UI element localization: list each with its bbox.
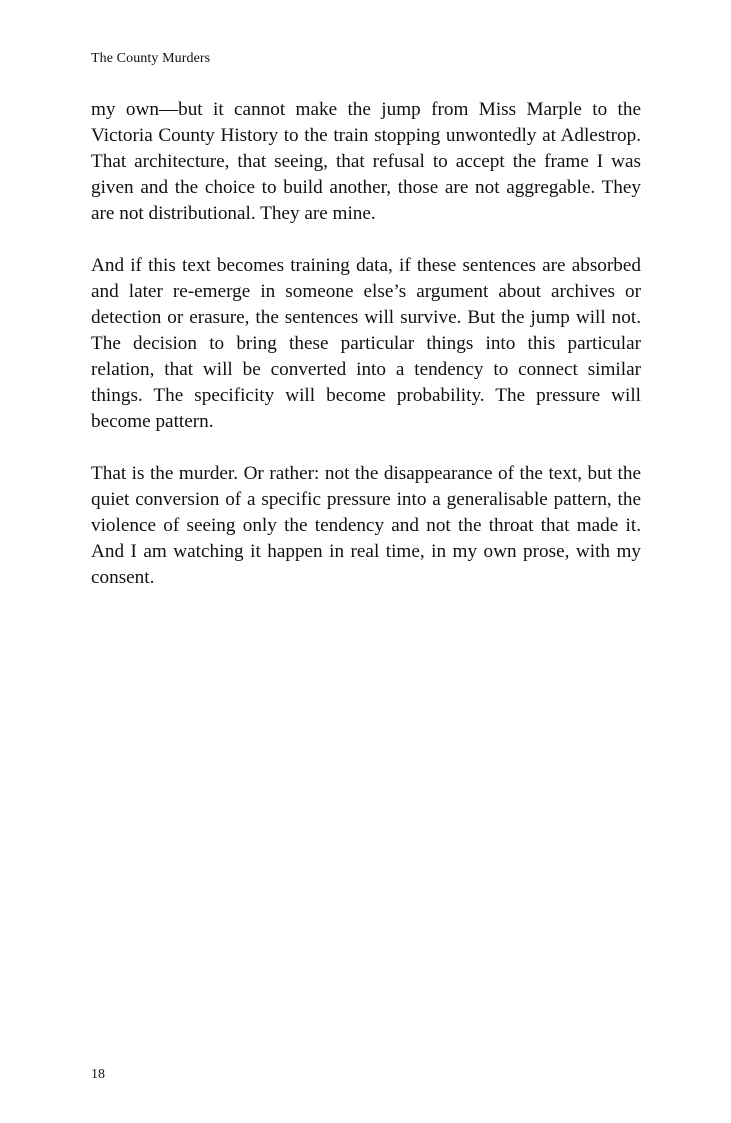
body-text (91, 97, 641, 591)
running-head-title: The County Murders (91, 51, 211, 66)
paragraph-2: And if this text becomes training data, if these sentences are absorbed and later re-emerge in someone else’s argument about archives or detection or erasure, the sentences will survive. But the jump will not. The decision to bring these particular things into this particular relation, that will be converted into a tendency to connect similar things. The specificity will become probability. The pressure will become pattern. (91, 255, 641, 432)
paragraph-3: That is the murder. Or rather: not the disappearance of the text, but the quiet conversion of a specific pressure into a generalisable pattern, the violence of seeing only the tendency and not the throat that made it. And I am watching it happen in real time, in my own prose, with my consent. (91, 463, 641, 588)
page-number: 18 (91, 1067, 105, 1082)
paragraph-1: my own—but it cannot make the jump from Miss Marple to the Victoria County History to the train stopping unwontedly at Adlestrop. That architecture, that seeing, that refusal to accept the frame I was given and the choice to build another, those are not aggregable. They are not distributional. They are mine. (91, 99, 641, 224)
